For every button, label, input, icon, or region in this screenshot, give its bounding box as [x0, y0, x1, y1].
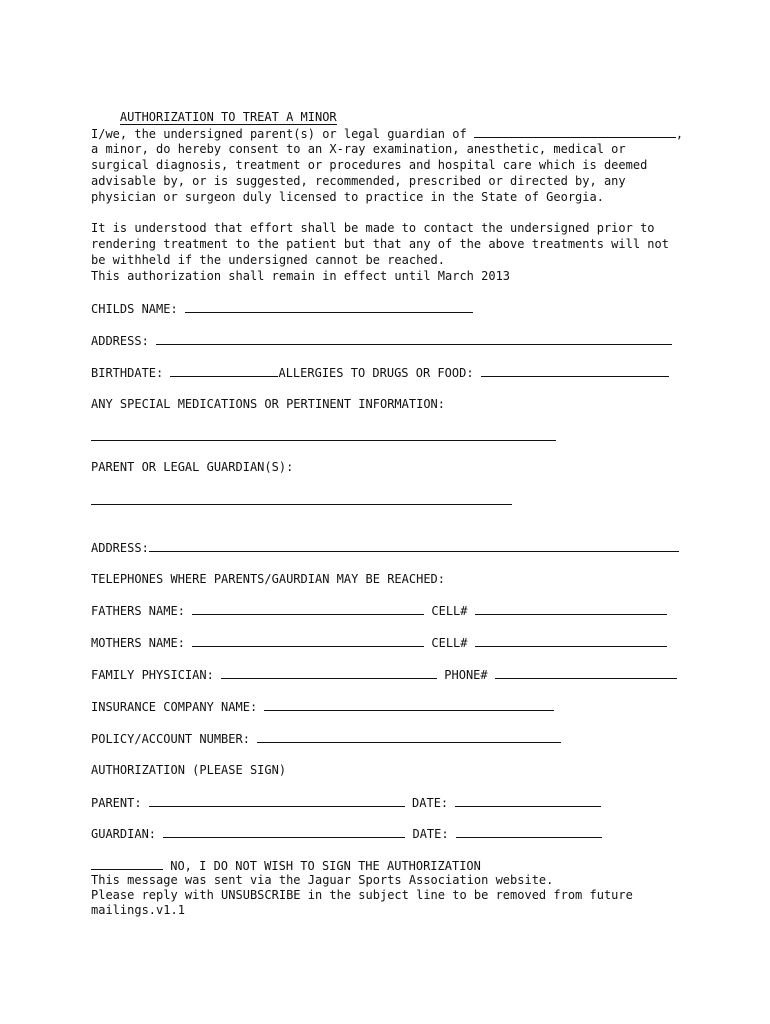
minor-name-blank[interactable] [474, 126, 676, 138]
policy-field[interactable] [257, 731, 561, 743]
consent-line-3: surgical diagnosis, treatment or procedures and hospital care which is deemed [91, 158, 648, 172]
childs-name-row [91, 301, 473, 317]
understood-line-1: It is understood that effort shall be made to contact the undersigned prior to [91, 221, 655, 235]
address-row-1 [91, 333, 672, 349]
consent-line-5: physician or surgeon duly licensed to practice in the State of Georgia. [91, 190, 604, 204]
insurance-field[interactable] [264, 699, 554, 711]
fathers-name-label: FATHERS NAME: [91, 604, 193, 618]
fathers-cell-label: CELL# [424, 604, 475, 618]
parent-sign-row [91, 795, 601, 811]
guardian-sign-row [91, 826, 602, 842]
insurance-label: INSURANCE COMPANY NAME: [91, 700, 265, 714]
special-meds-field[interactable] [91, 429, 556, 445]
telephones-label: TELEPHONES WHERE PARENTS/GAURDIAN MAY BE REACHED: [91, 572, 446, 586]
parent-label: PARENT: [91, 796, 149, 810]
allergies-field[interactable] [481, 365, 669, 377]
parent-date-label: DATE: [404, 796, 456, 810]
address-label-2: ADDRESS: [91, 541, 149, 555]
consent-line-2: a minor, do hereby consent to an X-ray examination, anesthetic, medical or [91, 142, 626, 156]
parent-signature-field[interactable] [149, 795, 405, 807]
family-physician-label: FAMILY PHYSICIAN: [91, 668, 222, 682]
physician-row [91, 667, 677, 683]
decline-row [91, 858, 481, 874]
sent-via-note: This message was sent via the Jaguar Sports Association website. [91, 873, 554, 887]
childs-name-field[interactable] [185, 301, 473, 313]
fathers-cell-field[interactable] [475, 603, 667, 615]
mothers-cell-label: CELL# [424, 636, 475, 650]
consent-line-4: advisable by, or is suggested, recommended, prescribed or directed by, any [91, 174, 626, 188]
form-title: AUTHORIZATION TO TREAT A MINOR [119, 110, 337, 124]
decline-field[interactable] [91, 858, 163, 870]
phone-label: PHONE# [437, 668, 495, 682]
authorization-sign-label: AUTHORIZATION (PLEASE SIGN) [91, 763, 287, 777]
address-label: ADDRESS: [91, 334, 157, 348]
understood-line-2: rendering treatment to the patient but that any of the above treatments will not [91, 237, 669, 251]
unsubscribe-note: Please reply with UNSUBSCRIBE in the subject line to be removed from future [91, 888, 633, 902]
fathers-row [91, 603, 667, 619]
childs-name-label: CHILDS NAME: [91, 302, 185, 316]
birthdate-row [91, 365, 669, 381]
mothers-name-label: MOTHERS NAME: [91, 636, 193, 650]
effective-until-line: This authorization shall remain in effect until March 2013 [91, 269, 511, 283]
mothers-cell-field[interactable] [475, 635, 667, 647]
guardian-date-field[interactable] [456, 826, 602, 838]
guardian-signature-field[interactable] [163, 826, 405, 838]
parent-date-field[interactable] [455, 795, 601, 807]
address-field[interactable] [156, 333, 672, 345]
allergies-label: ALLERGIES TO DRUGS OR FOOD: [278, 366, 481, 380]
birthdate-label: BIRTHDATE: [91, 366, 171, 380]
insurance-row [91, 699, 554, 715]
address-field-2[interactable] [149, 540, 679, 552]
family-physician-field[interactable] [221, 667, 437, 679]
version-note: mailings.v1.1 [91, 903, 185, 917]
decline-label: NO, I DO NOT WISH TO SIGN THE AUTHORIZATION [163, 859, 481, 873]
guardian-date-label: DATE: [405, 827, 456, 841]
address-row-2 [91, 540, 679, 556]
policy-label: POLICY/ACCOUNT NUMBER: [91, 732, 258, 746]
guardian-label: GUARDIAN: [91, 827, 164, 841]
mothers-name-field[interactable] [192, 635, 424, 647]
parent-guardians-label: PARENT OR LEGAL GUARDIAN(S): [91, 460, 294, 474]
parent-guardians-field[interactable] [91, 493, 512, 509]
consent-line-1: I/we, the undersigned parent(s) or legal guardian of , [91, 127, 684, 141]
understood-line-3: be withheld if the undersigned cannot be reached. [91, 253, 446, 267]
fathers-name-field[interactable] [192, 603, 424, 615]
mothers-row [91, 635, 667, 651]
phone-field[interactable] [495, 667, 677, 679]
special-meds-label: ANY SPECIAL MEDICATIONS OR PERTINENT INFORMATION: [91, 397, 446, 411]
policy-row [91, 731, 561, 747]
birthdate-field[interactable] [170, 365, 278, 377]
